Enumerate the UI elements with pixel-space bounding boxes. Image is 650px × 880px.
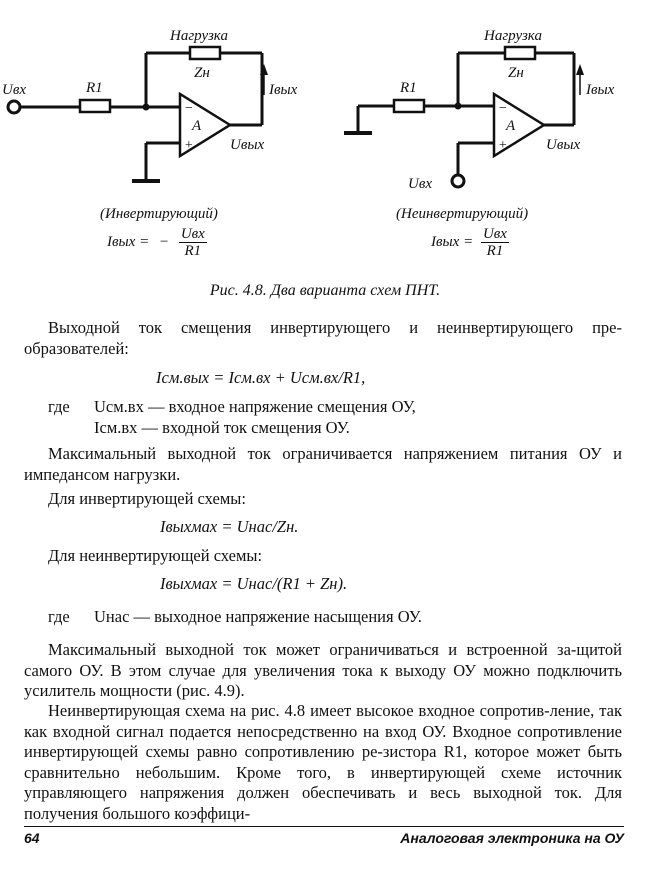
paragraph-protection: Максимальный выходной ток может ограничиваться и встроенной за-щитой самого ОУ. В этом случае для увеличения тока к выходу ОУ можно подключить усилитель мощности (рис. 4.9). — [24, 640, 622, 700]
paragraph-noninverting: Для неинвертирующей схемы: — [48, 546, 263, 565]
left-formula-fraction — [179, 226, 207, 259]
figure-circuits — [0, 0, 650, 280]
left-frac-den: R1 — [184, 243, 202, 259]
right-frac-num: Uвх — [482, 226, 507, 242]
right-iout-label: Iвых — [586, 82, 615, 98]
right-current-arrow — [576, 64, 584, 75]
left-formula-sign: − — [158, 233, 170, 250]
where-label-1: где — [48, 397, 70, 416]
definition-icm: Iсм.вх — входной ток смещения ОУ. — [94, 418, 350, 437]
right-zh-resistor — [505, 47, 535, 59]
left-zh-resistor — [190, 47, 220, 59]
equation-bias: Iсм.вых = Iсм.вх + Uсм.вх/R1, — [156, 368, 366, 387]
right-circuit-title: (Неинвертирующий) — [396, 206, 529, 222]
equation-noninverting: Iвыхмах = Uнас/(R1 + Zн). — [160, 574, 348, 593]
right-uin-label: Uвх — [408, 176, 433, 192]
left-formula-lhs: Iвых = — [107, 233, 150, 250]
paragraph-input-impedance: Неинвертирующая схема на рис. 4.8 имеет высокое входное сопротив-ление, так как входной сигнал подается непосредственно на вход ОУ. Входное сопротивление инвертирующей схемы равно сопротивлению ре-зистора R1, которое может быть сравнительно небольшим. Кроме того, в инвертирующей схеме источник управляющего напряжения должен обеспечивать и весь выходной ток. Для получения большого коэффици- — [24, 701, 622, 823]
right-frac-den: R1 — [486, 243, 504, 259]
right-zh-label: Zн — [508, 65, 524, 81]
footer-rule — [24, 826, 624, 827]
right-load-label: Нагрузка — [484, 28, 542, 44]
left-input-terminal — [8, 101, 20, 113]
left-uout-label: Uвых — [230, 137, 265, 153]
right-a-label: A — [506, 118, 516, 134]
left-plus-label: + — [184, 138, 194, 153]
running-title: Аналоговая электроника на ОУ — [400, 830, 624, 846]
figure-caption: Рис. 4.8. Два варианта схем ПНТ. — [209, 282, 441, 299]
left-zh-label: Zн — [194, 65, 210, 81]
definition-ucm: Uсм.вх — входное напряжение смещения ОУ, — [94, 397, 416, 416]
left-junction-dot — [143, 104, 150, 111]
left-iout-label: Iвых — [269, 82, 298, 98]
left-a-label: A — [192, 118, 202, 134]
right-circuit — [344, 47, 580, 187]
left-uin-label: Uвх — [2, 82, 27, 98]
right-r1-resistor — [394, 100, 424, 112]
right-formula-lhs: Iвых = — [431, 233, 474, 250]
right-uout-label: Uвых — [546, 137, 581, 153]
left-r1-resistor — [80, 100, 110, 112]
definition-unas: Uнас — выходное напряжение насыщения ОУ. — [94, 607, 422, 626]
right-input-terminal — [452, 175, 464, 187]
left-load-label: Нагрузка — [170, 28, 228, 44]
left-circuit-title: (Инвертирующий) — [100, 206, 218, 222]
right-junction-dot — [455, 103, 462, 110]
where-label-2: где — [48, 607, 70, 626]
right-circuit-formula — [431, 226, 509, 259]
left-circuit-formula — [107, 226, 207, 259]
right-plus-label: + — [498, 138, 508, 153]
paragraph-inverting: Для инвертирующей схемы: — [48, 489, 246, 508]
left-r1-label: R1 — [86, 80, 103, 96]
equation-inverting: Iвыхмах = Uнас/Zн. — [160, 517, 299, 536]
right-formula-fraction — [481, 226, 509, 259]
page-number: 64 — [24, 830, 40, 846]
left-circuit — [8, 47, 264, 181]
right-r1-label: R1 — [400, 80, 417, 96]
left-frac-num: Uвх — [180, 226, 205, 242]
right-minus-label: − — [498, 101, 508, 116]
paragraph-max-current: Максимальный выходной ток ограничивается напряжением питания ОУ и импедансом нагрузки. — [24, 444, 622, 484]
left-minus-label: − — [184, 101, 194, 116]
paragraph-bias-current: Выходной ток смещения инвертирующего и неинвертирующего пре-образователей: — [24, 318, 622, 358]
